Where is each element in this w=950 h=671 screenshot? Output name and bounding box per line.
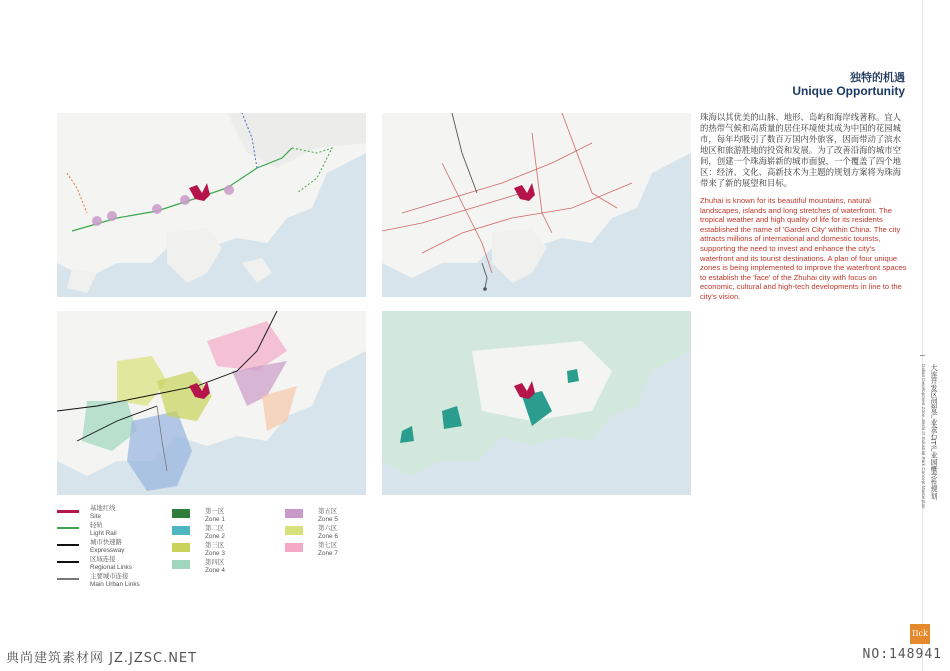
map-zones	[57, 311, 366, 495]
description-en: Zhuhai is known for its beautiful mountains, natural landscapes, islands and long stretches of waterfront. The tropical weather and high quality of life for its residents established the name of 'Garden City' within China. The city attracts millions of international and domestic tourists, supporting the need to invest and enhance the city's waterfront and its tourist destinations. A plan of four unique zones is being implemented to improve the waterfront spaces to establish the 'face' of the Zhuhai city with focus on economic, cultural and high-tech developments in line to the city's vision.	[700, 196, 907, 301]
zone-7-swatch	[285, 543, 303, 552]
side-title-en: Dalian Development Zone Jinshi IT Industrial Park Concept Masterplan	[921, 364, 926, 509]
main-urban-links-swatch	[57, 578, 79, 580]
page-title-en: Unique Opportunity	[792, 84, 905, 98]
regional-links-swatch	[57, 561, 79, 563]
map-green-space	[382, 311, 691, 495]
zone-6-swatch	[285, 526, 303, 535]
watermark-number: NO:148941	[862, 647, 942, 662]
side-divider	[922, 0, 923, 671]
site-swatch	[57, 510, 79, 513]
map-road-network	[382, 113, 691, 297]
side-tick	[920, 355, 925, 356]
description-cn: 珠海以其优美的山脉、地形、岛屿和海岸线著称。宜人的热带气候和高质量的居住环境使其成为中国的花园城市，每年均吸引了数百万国内外旅客，因而带动了滨水地区和旅游胜地的投资和发展。为了改善沿海的城市空间，创建一个珠海崭新的城市面貌，一个覆盖了四个地区：经济、文化、高新技术为主题的规划方案将为珠海带来了新的展望和目标。	[700, 112, 901, 188]
zone-2-swatch	[172, 526, 190, 535]
zone-5-swatch	[285, 509, 303, 518]
side-title-cn: 大连开发区创智产业金石IT产业园概念性规划	[929, 364, 937, 500]
page-title-cn: 独特的机遇	[850, 71, 905, 84]
zone-3-swatch	[172, 543, 190, 552]
map-light-rail	[57, 113, 366, 297]
zone-1-swatch	[172, 509, 190, 518]
zone-4-swatch	[172, 560, 190, 569]
expressway-swatch	[57, 544, 79, 546]
light-rail-swatch	[57, 527, 79, 529]
firm-logo: IIck	[910, 624, 930, 644]
watermark-site: 典尚建筑素材网 JZ.JZSC.NET	[6, 651, 198, 666]
